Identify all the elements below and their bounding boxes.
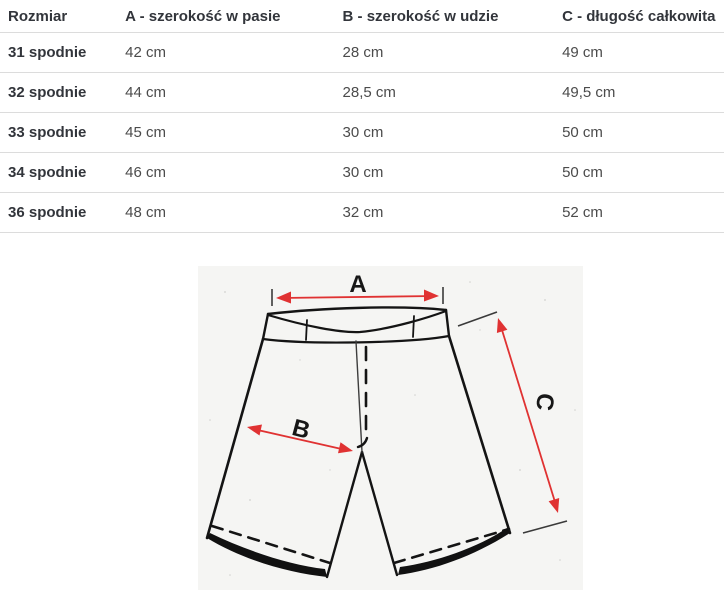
- cell-length: 49,5 cm: [554, 73, 724, 113]
- table-row: [0, 113, 724, 153]
- cell-size: 34 spodnie: [0, 153, 117, 193]
- cell-thigh: 30 cm: [335, 153, 555, 193]
- cell-waist: 46 cm: [117, 153, 334, 193]
- label-a: A: [349, 271, 367, 298]
- shorts-measurement-diagram: [198, 266, 583, 590]
- table-row: [0, 33, 724, 73]
- label-c: C: [530, 391, 559, 413]
- size-table: [0, 0, 724, 233]
- cell-length: 49 cm: [554, 33, 724, 73]
- cell-thigh: 28,5 cm: [335, 73, 555, 113]
- table-row: [0, 193, 724, 233]
- table-header-row: [0, 0, 724, 33]
- cell-waist: 48 cm: [117, 193, 334, 233]
- cell-waist: 42 cm: [117, 33, 334, 73]
- column-header-b: B - szerokość w udzie: [335, 0, 555, 33]
- cell-thigh: 28 cm: [335, 33, 555, 73]
- cell-size: 33 spodnie: [0, 113, 117, 153]
- column-header-size: Rozmiar: [0, 0, 117, 33]
- cell-thigh: 32 cm: [335, 193, 555, 233]
- cell-length: 50 cm: [554, 153, 724, 193]
- table-row: [0, 153, 724, 193]
- cell-size: 32 spodnie: [0, 73, 117, 113]
- cell-waist: 45 cm: [117, 113, 334, 153]
- cell-length: 52 cm: [554, 193, 724, 233]
- cell-length: 50 cm: [554, 113, 724, 153]
- cell-size: 31 spodnie: [0, 33, 117, 73]
- cell-thigh: 30 cm: [335, 113, 555, 153]
- cell-size: 36 spodnie: [0, 193, 117, 233]
- label-b: B: [289, 414, 313, 445]
- column-header-a: A - szerokość w pasie: [117, 0, 334, 33]
- table-row: [0, 73, 724, 113]
- column-header-c: C - długość całkowita: [554, 0, 724, 33]
- cell-waist: 44 cm: [117, 73, 334, 113]
- shorts-diagram-svg: [198, 266, 583, 590]
